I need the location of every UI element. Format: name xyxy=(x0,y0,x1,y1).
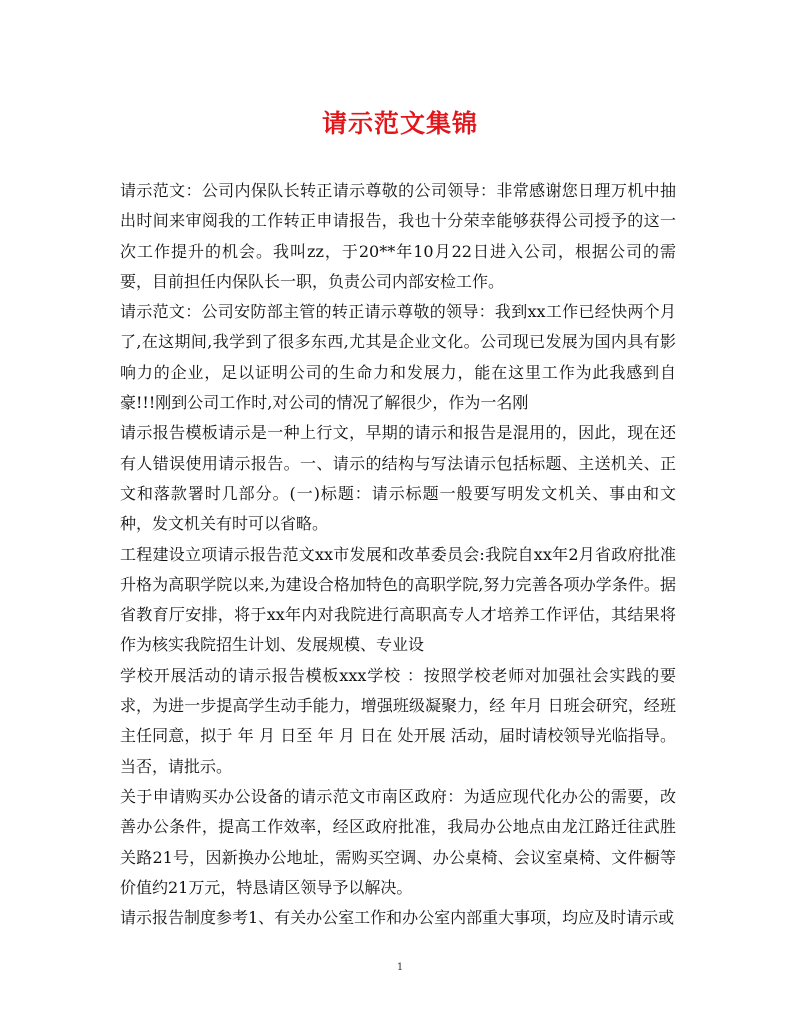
page-number: 1 xyxy=(396,962,404,973)
paragraph-6: 关于申请购买办公设备的请示范文市南区政府：为适应现代化办公的需要，改善办公条件，提高工作效率，经区政府批准，我局办公地点由龙江路迁往武胜关路21号，因新换办公地址，需购买空调、办公桌椅、会议室桌椅、文件橱等价值约21万元，特恳请区领导予以解决。 xyxy=(120,786,676,897)
paragraph-2: 请示范文：公司安防部主管的转正请示尊敬的领导：我到xx工作已经快两个月了,在这期间,我学到了很多东西,尤其是企业文化。公司现已发展为国内具有影响力的企业，足以证明公司的生命力和发展力，能在这里工作为此我感到自豪!!!刚到公司工作时,对公司的情况了解很少，作为一名刚 xyxy=(120,302,676,413)
paragraph-1: 请示范文：公司内保队长转正请示尊敬的公司领导：非常感谢您日理万机中抽出时间来审阅我的工作转正申请报告，我也十分荣幸能够获得公司授予的这一次工作提升的机会。我叫zz，于20**年10月22日进入公司，根据公司的需要，目前担任内保队长一职，负责公司内部安检工作。 xyxy=(120,181,676,291)
paragraph-3: 请示报告模板请示是一种上行文，早期的请示和报告是混用的，因此，现在还有人错误使用请示报告。一、请示的结构与写法请示包括标题、主送机关、正文和落款署时几部分。(一)标题：请示标题一般要写明发文机关、事由和文种，发文机关有时可以省略。 xyxy=(120,423,676,534)
document-title: 请示范文集锦 xyxy=(321,109,478,138)
document-body xyxy=(120,176,676,933)
paragraph-5: 学校开展活动的请示报告模板xxx学校 ：按照学校老师对加强社会实践的要求，为进一步提高学生动手能力，增强班级凝聚力，经 年月 日班会研究，经班主任同意，拟于 年 月 日至 年 月 日在 处开展 活动，届时请校领导光临指导。当否，请批示。 xyxy=(120,665,676,776)
paragraph-7: 请示报告制度参考1、有关办公室工作和办公室内部重大事项，均应及时请示或 xyxy=(120,908,675,928)
paragraph-4: 工程建设立项请示报告范文xx市发展和改革委员会:我院自xx年2月省政府批准升格为高职学院以来,为建设合格加特色的高职学院,努力完善各项办学条件。据省教育厅安排，将于xx年内对我院进行高职高专人才培养工作评估，其结果将作为核实我院招生计划、发展规模、专业设 xyxy=(120,544,676,655)
